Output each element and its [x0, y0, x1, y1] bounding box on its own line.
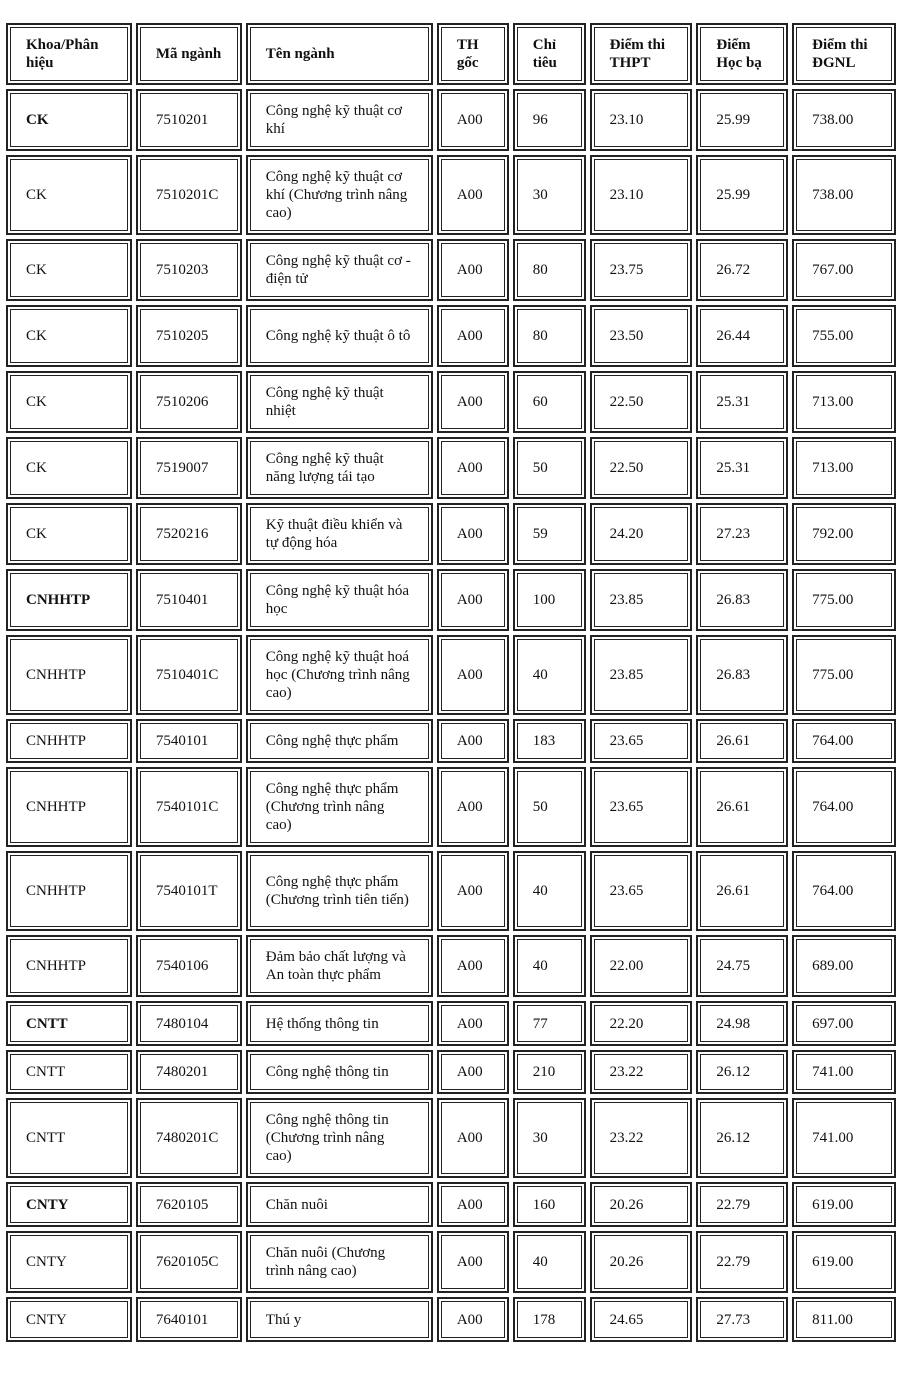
- diem-hoc-ba-cell: 26.61: [696, 719, 788, 763]
- th-goc-cell: A00: [437, 155, 509, 235]
- diem-thpt-cell: 23.65: [590, 851, 693, 931]
- ma-nganh-cell: 7480201: [136, 1050, 242, 1094]
- diem-thpt-cell: 23.10: [590, 155, 693, 235]
- khoa-cell: CNHHTP: [6, 569, 132, 631]
- ten-nganh-cell: Chăn nuôi: [246, 1182, 433, 1227]
- diem-hoc-ba-cell: 26.61: [696, 851, 788, 931]
- khoa-cell: CK: [6, 437, 132, 499]
- ma-nganh-cell: 7520216: [136, 503, 242, 565]
- table-row: [6, 1182, 896, 1227]
- diem-hoc-ba-cell: 27.23: [696, 503, 788, 565]
- ma-nganh-cell: 7510201: [136, 89, 242, 151]
- table-row: [6, 1297, 896, 1342]
- ma-nganh-cell: 7540106: [136, 935, 242, 997]
- ten-nganh-cell: Công nghệ thực phẩm (Chương trình tiên tiến): [246, 851, 433, 931]
- diem-dgnl-cell: 619.00: [792, 1182, 896, 1227]
- th-goc-cell: A00: [437, 1001, 509, 1046]
- chi-tieu-cell: 210: [513, 1050, 586, 1094]
- ma-nganh-cell: 7510206: [136, 371, 242, 433]
- khoa-cell: CNTT: [6, 1050, 132, 1094]
- table-row: [6, 89, 896, 151]
- chi-tieu-cell: 40: [513, 1231, 586, 1293]
- ma-nganh-cell: 7620105: [136, 1182, 242, 1227]
- ten-nganh-cell: Công nghệ kỹ thuật ô tô: [246, 305, 433, 367]
- diem-thpt-cell: 22.00: [590, 935, 693, 997]
- khoa-cell: CK: [6, 155, 132, 235]
- ma-nganh-cell: 7510401C: [136, 635, 242, 715]
- th-goc-cell: A00: [437, 371, 509, 433]
- diem-dgnl-cell: 713.00: [792, 371, 896, 433]
- diem-thpt-cell: 23.10: [590, 89, 693, 151]
- ten-nganh-cell: Đảm bảo chất lượng và An toàn thực phẩm: [246, 935, 433, 997]
- ten-nganh-cell: Công nghệ thông tin (Chương trình nâng cao): [246, 1098, 433, 1178]
- diem-hoc-ba-cell: 24.75: [696, 935, 788, 997]
- table-row: [6, 851, 896, 931]
- th-goc-cell: A00: [437, 89, 509, 151]
- diem-dgnl-cell: 738.00: [792, 155, 896, 235]
- diem-hoc-ba-cell: 25.31: [696, 437, 788, 499]
- header-khoa: Khoa/Phân hiệu: [6, 23, 132, 85]
- ten-nganh-cell: Thú y: [246, 1297, 433, 1342]
- diem-hoc-ba-cell: 22.79: [696, 1231, 788, 1293]
- th-goc-cell: A00: [437, 1098, 509, 1178]
- chi-tieu-cell: 80: [513, 305, 586, 367]
- diem-hoc-ba-cell: 22.79: [696, 1182, 788, 1227]
- table-row: [6, 1231, 896, 1293]
- diem-thpt-cell: 20.26: [590, 1182, 693, 1227]
- ma-nganh-cell: 7519007: [136, 437, 242, 499]
- th-goc-cell: A00: [437, 437, 509, 499]
- table-row: [6, 305, 896, 367]
- diem-dgnl-cell: 697.00: [792, 1001, 896, 1046]
- chi-tieu-cell: 160: [513, 1182, 586, 1227]
- ten-nganh-cell: Công nghệ kỹ thuật nhiệt: [246, 371, 433, 433]
- diem-thpt-cell: 23.50: [590, 305, 693, 367]
- ma-nganh-cell: 7540101T: [136, 851, 242, 931]
- diem-dgnl-cell: 755.00: [792, 305, 896, 367]
- th-goc-cell: A00: [437, 935, 509, 997]
- khoa-cell: CK: [6, 305, 132, 367]
- ma-nganh-cell: 7510201C: [136, 155, 242, 235]
- diem-thpt-cell: 23.75: [590, 239, 693, 301]
- diem-dgnl-cell: 792.00: [792, 503, 896, 565]
- diem-dgnl-cell: 713.00: [792, 437, 896, 499]
- ten-nganh-cell: Công nghệ kỹ thuật hóa học: [246, 569, 433, 631]
- th-goc-cell: A00: [437, 305, 509, 367]
- khoa-cell: CNTY: [6, 1297, 132, 1342]
- chi-tieu-cell: 50: [513, 437, 586, 499]
- khoa-cell: CNHHTP: [6, 635, 132, 715]
- th-goc-cell: A00: [437, 767, 509, 847]
- diem-dgnl-cell: 741.00: [792, 1050, 896, 1094]
- diem-dgnl-cell: 764.00: [792, 767, 896, 847]
- ten-nganh-cell: Công nghệ kỹ thuật cơ khí (Chương trình nâng cao): [246, 155, 433, 235]
- chi-tieu-cell: 96: [513, 89, 586, 151]
- header-th-goc: TH gốc: [437, 23, 509, 85]
- chi-tieu-cell: 183: [513, 719, 586, 763]
- khoa-cell: CK: [6, 89, 132, 151]
- khoa-cell: CNTY: [6, 1182, 132, 1227]
- table-body: [6, 89, 896, 1342]
- ten-nganh-cell: Công nghệ kỹ thuật hoá học (Chương trình nâng cao): [246, 635, 433, 715]
- header-ten-nganh: Tên ngành: [246, 23, 433, 85]
- table-row: [6, 569, 896, 631]
- diem-dgnl-cell: 764.00: [792, 719, 896, 763]
- diem-hoc-ba-cell: 26.83: [696, 635, 788, 715]
- khoa-cell: CK: [6, 371, 132, 433]
- chi-tieu-cell: 77: [513, 1001, 586, 1046]
- chi-tieu-cell: 80: [513, 239, 586, 301]
- diem-hoc-ba-cell: 26.83: [696, 569, 788, 631]
- chi-tieu-cell: 30: [513, 1098, 586, 1178]
- header-ma-nganh: Mã ngành: [136, 23, 242, 85]
- diem-dgnl-cell: 619.00: [792, 1231, 896, 1293]
- diem-dgnl-cell: 689.00: [792, 935, 896, 997]
- chi-tieu-cell: 50: [513, 767, 586, 847]
- diem-dgnl-cell: 741.00: [792, 1098, 896, 1178]
- table-row: [6, 935, 896, 997]
- chi-tieu-cell: 30: [513, 155, 586, 235]
- ten-nganh-cell: Công nghệ thực phẩm (Chương trình nâng cao): [246, 767, 433, 847]
- th-goc-cell: A00: [437, 635, 509, 715]
- table-row: [6, 1098, 896, 1178]
- th-goc-cell: A00: [437, 1231, 509, 1293]
- ten-nganh-cell: Công nghệ kỹ thuật cơ khí: [246, 89, 433, 151]
- diem-hoc-ba-cell: 26.44: [696, 305, 788, 367]
- header-diem-dgnl: Điểm thi ĐGNL: [792, 23, 896, 85]
- diem-hoc-ba-cell: 26.12: [696, 1098, 788, 1178]
- th-goc-cell: A00: [437, 569, 509, 631]
- th-goc-cell: A00: [437, 1050, 509, 1094]
- header-diem-hoc-ba: Điểm Học bạ: [696, 23, 788, 85]
- khoa-cell: CNHHTP: [6, 935, 132, 997]
- th-goc-cell: A00: [437, 1182, 509, 1227]
- th-goc-cell: A00: [437, 851, 509, 931]
- ten-nganh-cell: Công nghệ kỹ thuật năng lượng tái tạo: [246, 437, 433, 499]
- header-row: [6, 23, 896, 85]
- khoa-cell: CNHHTP: [6, 851, 132, 931]
- diem-thpt-cell: 23.65: [590, 767, 693, 847]
- diem-hoc-ba-cell: 25.31: [696, 371, 788, 433]
- chi-tieu-cell: 40: [513, 851, 586, 931]
- ten-nganh-cell: Hệ thống thông tin: [246, 1001, 433, 1046]
- table-row: [6, 155, 896, 235]
- ten-nganh-cell: Chăn nuôi (Chương trình nâng cao): [246, 1231, 433, 1293]
- diem-hoc-ba-cell: 26.12: [696, 1050, 788, 1094]
- khoa-cell: CNHHTP: [6, 767, 132, 847]
- khoa-cell: CNHHTP: [6, 719, 132, 763]
- diem-dgnl-cell: 775.00: [792, 635, 896, 715]
- ten-nganh-cell: Công nghệ kỹ thuật cơ - điện tử: [246, 239, 433, 301]
- table-row: [6, 719, 896, 763]
- diem-dgnl-cell: 775.00: [792, 569, 896, 631]
- admission-table-container: [2, 19, 900, 1346]
- table-row: [6, 1001, 896, 1046]
- chi-tieu-cell: 178: [513, 1297, 586, 1342]
- chi-tieu-cell: 59: [513, 503, 586, 565]
- diem-dgnl-cell: 764.00: [792, 851, 896, 931]
- chi-tieu-cell: 40: [513, 635, 586, 715]
- diem-thpt-cell: 22.20: [590, 1001, 693, 1046]
- diem-thpt-cell: 23.22: [590, 1050, 693, 1094]
- chi-tieu-cell: 100: [513, 569, 586, 631]
- ten-nganh-cell: Công nghệ thông tin: [246, 1050, 433, 1094]
- diem-dgnl-cell: 811.00: [792, 1297, 896, 1342]
- diem-hoc-ba-cell: 27.73: [696, 1297, 788, 1342]
- khoa-cell: CNTT: [6, 1001, 132, 1046]
- diem-thpt-cell: 23.85: [590, 635, 693, 715]
- th-goc-cell: A00: [437, 239, 509, 301]
- table-row: [6, 1050, 896, 1094]
- table-row: [6, 635, 896, 715]
- diem-thpt-cell: 23.85: [590, 569, 693, 631]
- ma-nganh-cell: 7620105C: [136, 1231, 242, 1293]
- th-goc-cell: A00: [437, 1297, 509, 1342]
- khoa-cell: CNTY: [6, 1231, 132, 1293]
- chi-tieu-cell: 60: [513, 371, 586, 433]
- ten-nganh-cell: Kỹ thuật điều khiển và tự động hóa: [246, 503, 433, 565]
- table-row: [6, 503, 896, 565]
- khoa-cell: CNTT: [6, 1098, 132, 1178]
- ten-nganh-cell: Công nghệ thực phẩm: [246, 719, 433, 763]
- ma-nganh-cell: 7510401: [136, 569, 242, 631]
- diem-thpt-cell: 23.65: [590, 719, 693, 763]
- diem-hoc-ba-cell: 25.99: [696, 155, 788, 235]
- ma-nganh-cell: 7480104: [136, 1001, 242, 1046]
- header-diem-thpt: Điểm thi THPT: [590, 23, 693, 85]
- ma-nganh-cell: 7480201C: [136, 1098, 242, 1178]
- ma-nganh-cell: 7510205: [136, 305, 242, 367]
- admission-scores-table: [2, 19, 900, 1346]
- diem-thpt-cell: 22.50: [590, 371, 693, 433]
- diem-thpt-cell: 22.50: [590, 437, 693, 499]
- diem-thpt-cell: 24.65: [590, 1297, 693, 1342]
- diem-thpt-cell: 24.20: [590, 503, 693, 565]
- diem-hoc-ba-cell: 24.98: [696, 1001, 788, 1046]
- khoa-cell: CK: [6, 503, 132, 565]
- diem-hoc-ba-cell: 26.72: [696, 239, 788, 301]
- chi-tieu-cell: 40: [513, 935, 586, 997]
- table-row: [6, 437, 896, 499]
- ma-nganh-cell: 7540101C: [136, 767, 242, 847]
- table-row: [6, 767, 896, 847]
- header-chi-tieu: Chỉ tiêu: [513, 23, 586, 85]
- ma-nganh-cell: 7540101: [136, 719, 242, 763]
- table-row: [6, 239, 896, 301]
- diem-dgnl-cell: 738.00: [792, 89, 896, 151]
- khoa-cell: CK: [6, 239, 132, 301]
- table-row: [6, 371, 896, 433]
- diem-hoc-ba-cell: 25.99: [696, 89, 788, 151]
- diem-dgnl-cell: 767.00: [792, 239, 896, 301]
- diem-thpt-cell: 20.26: [590, 1231, 693, 1293]
- diem-hoc-ba-cell: 26.61: [696, 767, 788, 847]
- diem-thpt-cell: 23.22: [590, 1098, 693, 1178]
- ma-nganh-cell: 7510203: [136, 239, 242, 301]
- ma-nganh-cell: 7640101: [136, 1297, 242, 1342]
- th-goc-cell: A00: [437, 503, 509, 565]
- th-goc-cell: A00: [437, 719, 509, 763]
